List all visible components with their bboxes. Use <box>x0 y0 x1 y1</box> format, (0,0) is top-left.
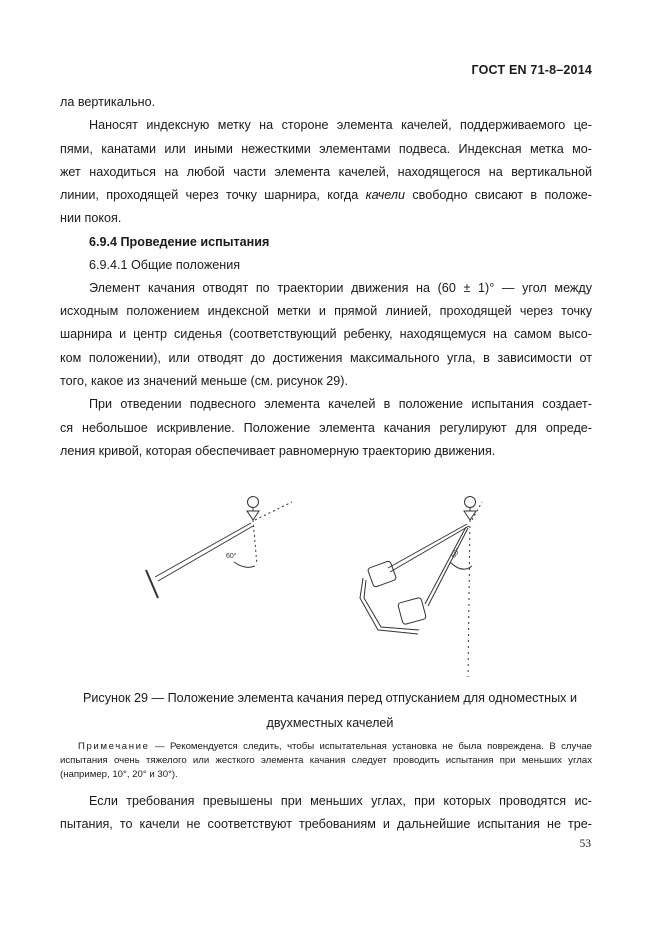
text-line: ления кривой, которая обеспечивает равномерную траекторию движения. <box>60 443 496 458</box>
body-text-lower <box>60 790 592 837</box>
subsection-heading: 6.9.4.1 Общие положения <box>89 257 241 272</box>
seat-block-rear <box>398 597 427 624</box>
angle-arc <box>234 562 255 567</box>
text-line: шарнира и центр сиденья (соответствующий ребенку, находящемуся на самом высо- <box>60 327 592 342</box>
paragraph-curvature-cont <box>60 417 592 464</box>
vertical-reference-line <box>253 520 257 565</box>
reference-line <box>255 502 292 520</box>
note-line: испытания очень тяжелого или жесткого элемента качания следует проводить испытания при меньших углах <box>60 755 592 766</box>
note-text: — Рекомендуется следить, чтобы испытательная установка не была повреждена. В случае <box>149 741 592 752</box>
vertical-reference-line <box>468 520 470 677</box>
note-label: Примечание <box>78 741 150 752</box>
rear-chain <box>428 528 468 606</box>
body-text-upper <box>60 91 592 463</box>
section-heading: 6.9.4 Проведение испытания <box>89 234 270 249</box>
pivot-circle <box>465 497 476 508</box>
two-seat-swing-diagram <box>360 497 482 678</box>
note-line: (например, 10°, 20° и 30°). <box>60 769 178 780</box>
paragraph-index-mark <box>60 114 592 137</box>
figure-note <box>60 740 592 782</box>
text-line: При отведении подвесного элемента качелей в положение испытания создает- <box>89 397 592 412</box>
text-line: Если требования превышены при меньших углах, при которых проводятся ис- <box>89 794 592 808</box>
single-seat-swing-diagram <box>146 497 292 599</box>
text-line: пытания, то качели не соответствуют требованиям и дальнейшие испытания не тре- <box>60 817 592 832</box>
paragraph-swing-angle <box>60 277 592 300</box>
text-line: жет находиться на любой части элемента качелей, находящегося на вертикальной <box>60 164 592 179</box>
paragraph-curvature <box>60 393 592 416</box>
text-line: ла вертикально. <box>60 95 156 109</box>
figure-caption <box>40 686 620 736</box>
text-line: пями, канатами или иными нежесткими элементами подвеса. Индексная метка мо- <box>60 141 592 156</box>
suspension-line <box>158 526 253 581</box>
page-number: 53 <box>579 838 591 850</box>
note-line <box>60 740 592 754</box>
caption-line: Рисунок 29 — Положение элемента качания перед отпусканием для одноместных и <box>82 691 577 705</box>
rear-chain <box>425 527 466 604</box>
angle-label-left: 60° <box>226 553 237 560</box>
pivot-triangle <box>247 511 259 520</box>
text-line: того, какое из значений меньше (см. рисунок 29). <box>60 373 348 388</box>
angle-label-right: 60° <box>450 547 463 560</box>
suspension-line <box>155 523 251 577</box>
text-line: ком положении), или отводят до достижения максимального угла, в зависимости от <box>60 350 592 365</box>
paragraph-requirements-cont <box>60 813 592 836</box>
standard-code-header: ГОСТ EN 71-8–2014 <box>471 63 592 77</box>
text-line-mixed <box>60 184 592 207</box>
seat-block-front <box>367 560 396 587</box>
text-line: нии покоя. <box>60 211 122 226</box>
seat-plank <box>146 570 158 598</box>
angle-arc <box>450 562 472 569</box>
paragraph-continuation <box>60 91 592 114</box>
italic-term: качели <box>365 188 405 203</box>
text-segment: свободно свисают в положе- <box>404 188 592 203</box>
swing-test-figure <box>120 482 580 682</box>
paragraph-swing-angle-cont <box>60 300 592 393</box>
text-line: Элемент качания отводят по траектории движения на (60 ± 1)° — угол между <box>89 280 592 295</box>
paragraph-index-mark-cont <box>60 138 592 231</box>
text-line: Наносят индексную метку на стороне элемента качелей, поддерживаемого це- <box>89 118 592 133</box>
text-line: исходным положением индексной метки и прямой линией, проходящей через точку <box>60 304 592 319</box>
pivot-circle <box>248 497 259 508</box>
text-line: ся небольшое искривление. Положение элемента качания регулируют для опреде- <box>60 420 592 435</box>
text-segment: линии, проходящей через точку шарнира, когда <box>60 188 359 203</box>
front-chain <box>388 524 467 568</box>
caption-line: двухместных качелей <box>266 716 394 730</box>
paragraph-requirements <box>60 790 592 813</box>
